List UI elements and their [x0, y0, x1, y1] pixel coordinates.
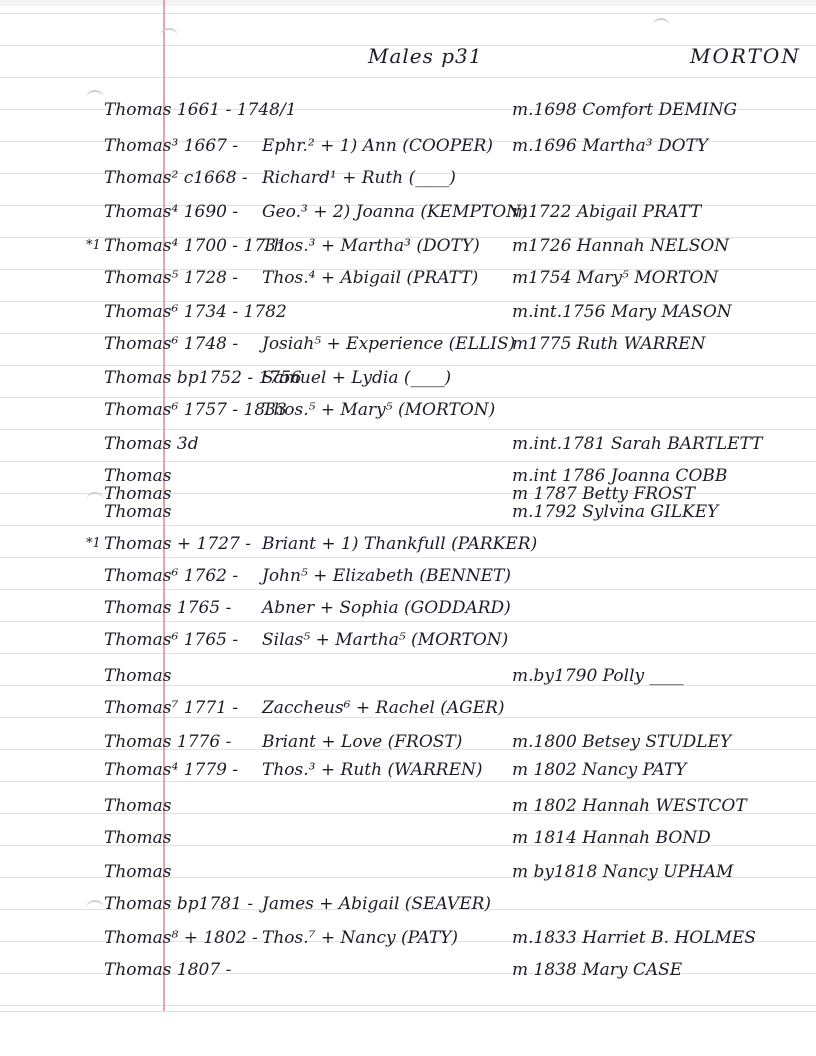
entry-row [0, 98, 816, 128]
entry-row [0, 958, 816, 988]
entry-name-dates: Thomas 1765 - [104, 598, 232, 618]
entry-marriage: m1775 Ruth WARREN [512, 334, 706, 354]
entry-row [0, 300, 816, 330]
entry-marriage: m1754 Mary⁵ MORTON [512, 268, 719, 288]
entry-row [0, 596, 816, 626]
entry-row [0, 332, 816, 362]
page-bottom-edge [0, 1011, 816, 1056]
entry-parents: John⁵ + Elizabeth (BENNET) [262, 566, 511, 586]
entry-mark: *1 [86, 536, 101, 551]
entry-row [0, 696, 816, 726]
entry-name-dates: Thomas [104, 828, 172, 848]
page-top-edge [0, 0, 816, 6]
entry-name-dates: Thomas 1776 - [104, 732, 232, 752]
entry-parents: Abner + Sophia (GODDARD) [262, 598, 511, 618]
entry-marriage: m.by1790 Polly ____ [512, 666, 684, 686]
page-reference: Males p31 [368, 44, 483, 68]
entry-row [0, 826, 816, 856]
entry-name-dates: Thomas⁷ 1771 - [104, 698, 239, 718]
entry-name-dates: Thomas [104, 502, 172, 522]
entry-marriage: m 1838 Mary CASE [512, 960, 683, 980]
entry-name-dates: Thomas 1661 - 1748/1 [104, 100, 297, 120]
entry-parents: Samuel + Lydia (____) [262, 368, 452, 388]
entry-row [0, 926, 816, 956]
entry-name-dates: Thomas⁶ 1734 - 1782 [104, 302, 287, 322]
entry-row [0, 166, 816, 196]
entry-name-dates: Thomas⁶ 1765 - [104, 630, 239, 650]
entry-row [0, 860, 816, 890]
entry-marriage: m.int.1756 Mary MASON [512, 302, 732, 322]
entry-name-dates: Thomas² c1668 - [104, 168, 248, 188]
entry-marriage: m.int.1781 Sarah BARTLETT [512, 434, 763, 454]
entry-marriage: m1722 Abigail PRATT [512, 202, 702, 222]
entry-parents: Briant + Love (FROST) [262, 732, 463, 752]
entry-row [0, 234, 816, 264]
entry-name-dates: Thomas bp1781 - [104, 894, 254, 914]
entry-parents: James + Abigail (SEAVER) [262, 894, 492, 914]
entry-name-dates: Thomas⁴ 1779 - [104, 760, 239, 780]
entry-marriage: m 1802 Hannah WESTCOT [512, 796, 747, 816]
entry-marriage: m.1698 Comfort DEMING [512, 100, 738, 120]
entry-name-dates: Thomas [104, 466, 172, 486]
entry-name-dates: Thomas⁸ + 1802 - [104, 928, 258, 948]
entry-name-dates: Thomas⁶ 1757 - 1833 [104, 400, 287, 420]
entry-name-dates: Thomas [104, 484, 172, 504]
entry-marriage: m.int 1786 Joanna COBB [512, 466, 728, 486]
surname-heading: MORTON [690, 44, 801, 68]
entry-parents: Thos.⁵ + Mary⁵ (MORTON) [262, 400, 496, 420]
entry-name-dates: Thomas⁴ 1690 - [104, 202, 239, 222]
entry-name-dates: Thomas 1807 - [104, 960, 232, 980]
entry-parents: Briant + 1) Thankfull (PARKER) [262, 534, 538, 554]
entry-row [0, 794, 816, 824]
entry-row [0, 366, 816, 396]
entry-row [0, 134, 816, 164]
entry-marriage: m.1833 Harriet B. HOLMES [512, 928, 756, 948]
entry-row [0, 532, 816, 562]
entry-parents: Thos.³ + Ruth (WARREN) [262, 760, 483, 780]
entry-name-dates: Thomas + 1727 - [104, 534, 251, 554]
entry-name-dates: Thomas⁵ 1728 - [104, 268, 239, 288]
entry-marriage: m 1814 Hannah BOND [512, 828, 711, 848]
entry-parents: Zaccheus⁶ + Rachel (AGER) [262, 698, 505, 718]
entry-parents: Thos.³ + Martha³ (DOTY) [262, 236, 480, 256]
entry-parents: Thos.⁴ + Abigail (PRATT) [262, 268, 479, 288]
entry-mark: *1 [86, 238, 101, 253]
entry-marriage: m 1802 Nancy PATY [512, 760, 687, 780]
entry-row [0, 564, 816, 594]
punch-hole-mark [160, 28, 178, 44]
entry-row [0, 758, 816, 788]
entry-name-dates: Thomas 3d [104, 434, 199, 454]
entry-row [0, 398, 816, 428]
entry-parents: Thos.⁷ + Nancy (PATY) [262, 928, 459, 948]
entry-row [0, 892, 816, 922]
entry-parents: Silas⁵ + Martha⁵ (MORTON) [262, 630, 509, 650]
entry-name-dates: Thomas [104, 796, 172, 816]
entry-parents: Ephr.² + 1) Ann (COOPER) [262, 136, 493, 156]
entry-marriage: m1726 Hannah NELSON [512, 236, 730, 256]
entry-name-dates: Thomas [104, 666, 172, 686]
entry-parents: Geo.³ + 2) Joanna (KEMPTON) [262, 202, 528, 222]
entry-row [0, 500, 816, 530]
entry-marriage: m.1792 Sylvina GILKEY [512, 502, 719, 522]
entry-marriage: m 1787 Betty FROST [512, 484, 695, 504]
entry-name-dates: Thomas [104, 862, 172, 882]
entry-name-dates: Thomas bp1752 - 1756 [104, 368, 302, 388]
entry-marriage: m by1818 Nancy UPHAM [512, 862, 734, 882]
entry-name-dates: Thomas⁴ 1700 - 1731 [104, 236, 287, 256]
entry-parents: Richard¹ + Ruth (____) [262, 168, 456, 188]
punch-hole-mark [652, 18, 670, 34]
entry-name-dates: Thomas³ 1667 - [104, 136, 239, 156]
entry-row [0, 730, 816, 760]
entry-row [0, 628, 816, 658]
entry-row [0, 664, 816, 694]
entry-marriage: m.1800 Betsey STUDLEY [512, 732, 732, 752]
entry-name-dates: Thomas⁶ 1762 - [104, 566, 239, 586]
entry-row [0, 200, 816, 230]
entry-row [0, 432, 816, 462]
entry-row [0, 266, 816, 296]
entry-name-dates: Thomas⁶ 1748 - [104, 334, 239, 354]
entry-marriage: m.1696 Martha³ DOTY [512, 136, 709, 156]
entry-parents: Josiah⁵ + Experience (ELLIS) [262, 334, 516, 354]
